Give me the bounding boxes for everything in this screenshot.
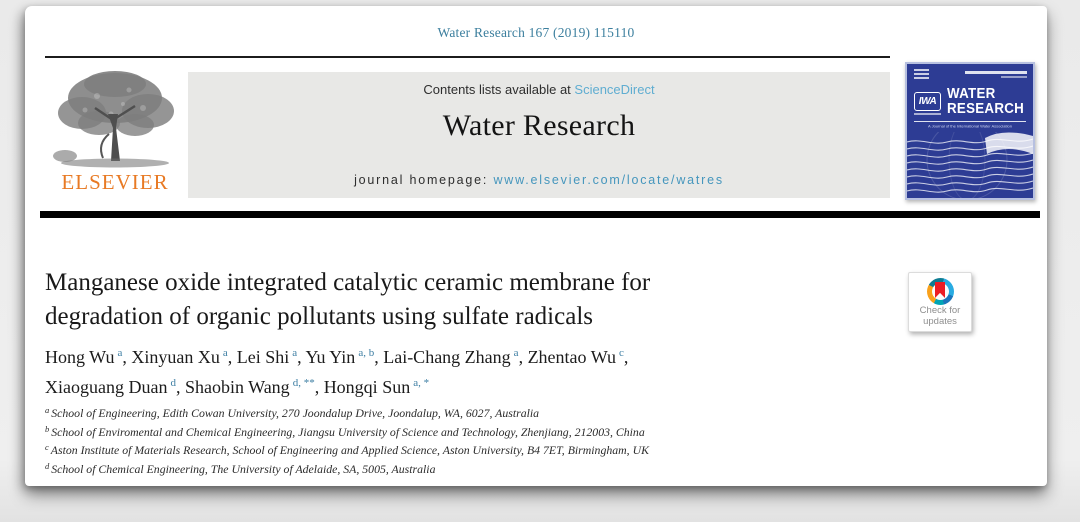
article-title-line2: degradation of organic pollutants using sulfate radicals: [45, 303, 593, 330]
cover-divider: [914, 121, 1026, 122]
cover-issue-bar-2: [1001, 76, 1027, 78]
author-affil-sup: d: [170, 377, 176, 389]
iwa-logo: IWA: [914, 92, 941, 111]
author: Lai-Chang Zhang $^a$,: [383, 347, 528, 367]
affiliation-sup: c: [45, 442, 49, 452]
elsevier-wordmark: ELSEVIER: [61, 170, 169, 194]
journal-title: Water Research: [442, 109, 636, 142]
cover-waves-graphic: [907, 132, 1033, 198]
crossmark-ribbon-icon: [935, 282, 945, 298]
author-affil-sup: c: [618, 347, 624, 359]
author: Zhentao Wu $^c$,: [527, 347, 629, 367]
cover-subtitle: A Journal of the International Water Association: [928, 124, 1012, 129]
article-title-line1: Manganese oxide integrated catalytic ceramic membrane for: [45, 269, 651, 296]
elsevier-logo: [43, 66, 187, 198]
affiliation-item: $^c$ Aston Institute of Materials Research, School of Engineering and Applied Science, Aston University, B4 7ET, Birmingham, UK: [45, 442, 649, 457]
author-line-2: [45, 374, 915, 404]
homepage-line: [188, 173, 890, 187]
check-for-updates-badge[interactable]: [908, 272, 972, 332]
author: Yu Yin $^{a, b}$,: [305, 347, 384, 367]
cover-title: WATER RESEARCH: [947, 86, 1025, 117]
masthead-box: [188, 72, 890, 198]
author-list: [45, 344, 915, 404]
homepage-url-link[interactable]: www.elsevier.com/locate/watres: [493, 173, 724, 187]
author: Shaobin Wang $^{d, **}$,: [184, 377, 324, 397]
cover-imprint-lines: [914, 69, 929, 81]
affiliation-item: $^b$ School of Enviromental and Chemical Engineering, Jiangsu University of Science and Technology, Zhenjiang, 212003, China: [45, 423, 645, 439]
author-line-1: [45, 344, 915, 374]
affiliation-item: $^a$ School of Engineering, Edith Cowan University, 270 Joondalup Drive, Joondalup, WA, 6027, Australia: [45, 405, 540, 420]
author-affil-sup: a: [117, 347, 123, 359]
author: Xiaoguang Duan $^d$,: [45, 377, 185, 397]
journal-cover: [905, 62, 1035, 200]
author-affil-sup: a: [513, 347, 519, 359]
elsevier-tree-icon: [45, 66, 185, 172]
affiliation-sup: a: [45, 405, 50, 415]
contents-line: [188, 82, 890, 97]
author-affil-sup: a: [292, 347, 298, 359]
author: Hong Wu $^a$,: [45, 347, 132, 367]
author-affil-sup: a: [222, 347, 228, 359]
masthead-bottom-bar: [40, 211, 1040, 218]
author: Hongqi Sun $^{a, *}$: [323, 377, 430, 397]
author: Xinyuan Xu $^a$,: [131, 347, 237, 367]
author: Lei Shi $^a$,: [236, 347, 306, 367]
header-divider: [45, 56, 890, 58]
author-affil-sup: a, b: [358, 347, 375, 359]
homepage-prefix: journal homepage:: [354, 173, 494, 187]
affiliation-sup: b: [45, 423, 50, 434]
paper-sheet: [25, 6, 1047, 486]
author-affil-sup: a, *: [413, 377, 430, 389]
journal-citation: Water Research 167 (2019) 115110: [437, 25, 635, 40]
affiliation-item: $^d$ School of Chemical Engineering, The University of Adelaide, SA, 5005, Australia: [45, 460, 436, 476]
article-title: [45, 266, 915, 334]
affiliation-sup: d: [45, 460, 50, 471]
check-updates-label: Check for updates: [919, 305, 961, 327]
author-affil-sup: d, **: [292, 377, 315, 389]
iwa-sub-bar: [914, 113, 941, 115]
crossmark-icon: [927, 278, 954, 305]
cover-issue-bar: [965, 71, 1027, 74]
contents-prefix: Contents lists available at: [423, 82, 575, 97]
affiliation-list: [45, 405, 845, 479]
sciencedirect-link[interactable]: ScienceDirect: [574, 82, 655, 97]
